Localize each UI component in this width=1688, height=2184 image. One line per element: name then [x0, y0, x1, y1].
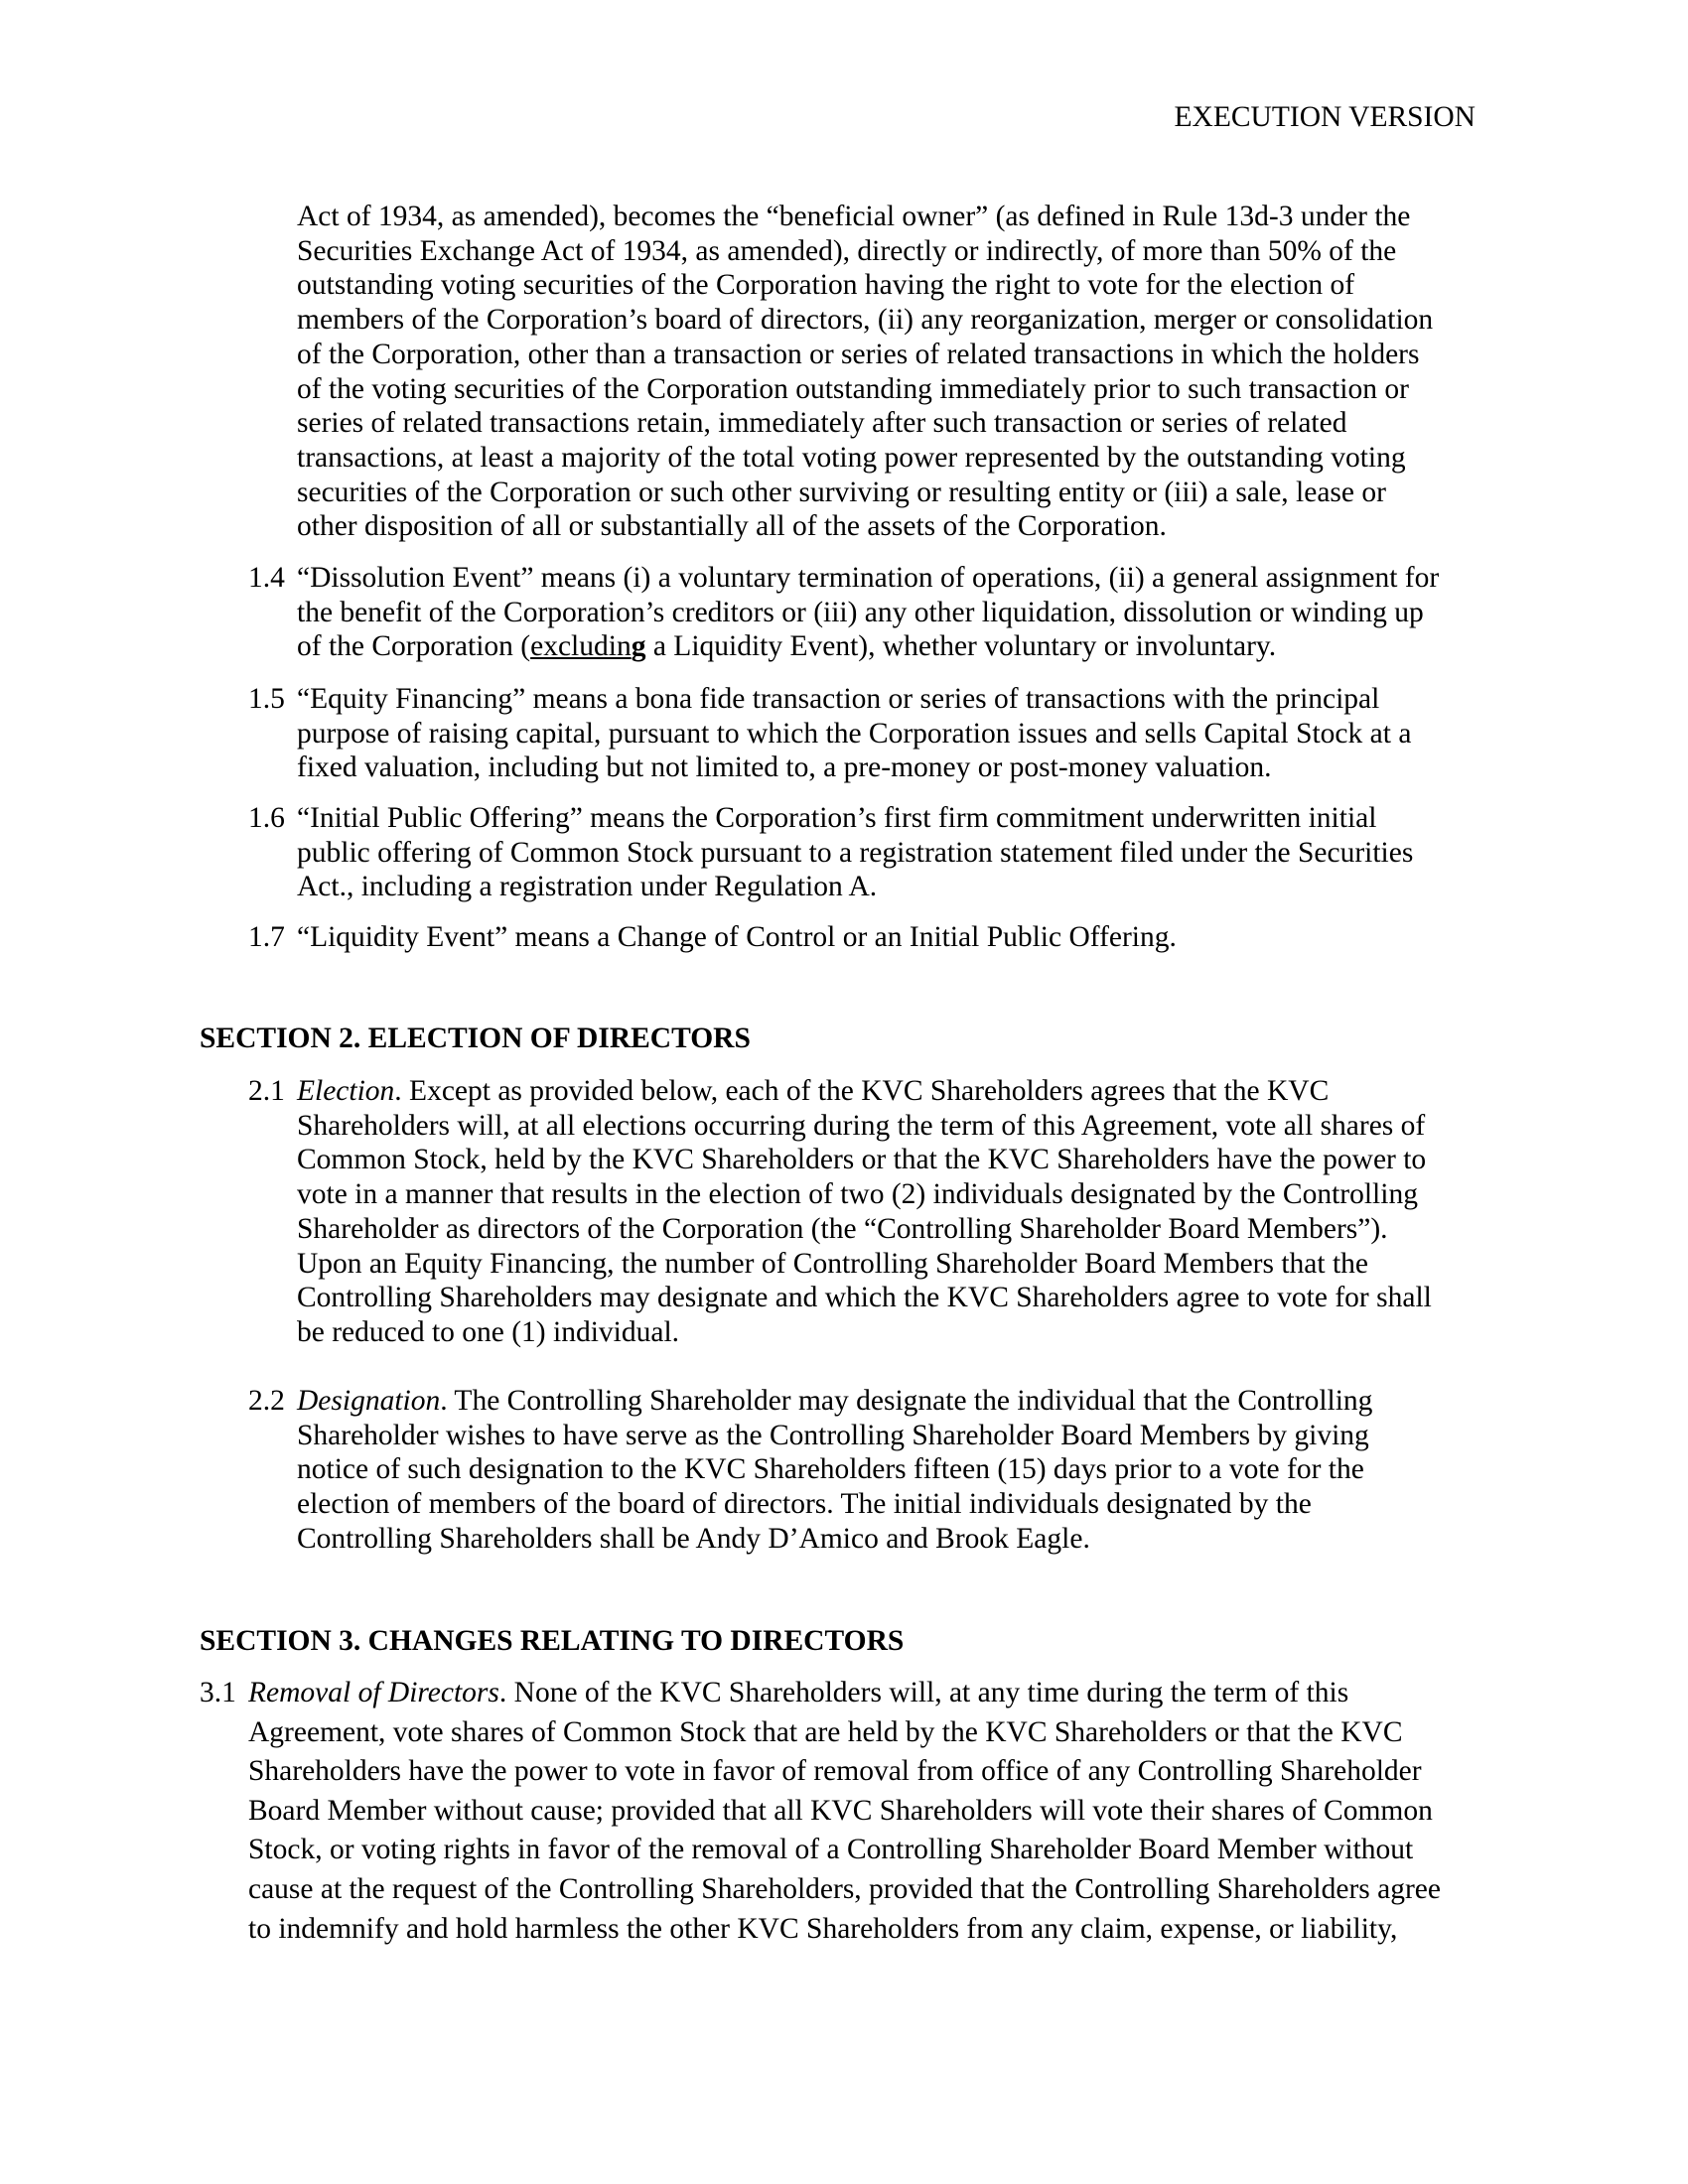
clause-2-1	[248, 1074, 1488, 1350]
text-line: “Initial Public Offering” means the Corporation’s first firm commitment underwritten initial	[297, 802, 1377, 834]
clause-number: 2.1	[248, 1075, 285, 1107]
clause-number: 1.4	[248, 562, 285, 594]
clause-number: 1.6	[248, 802, 285, 834]
text-line: Controlling Shareholders may designate and which the KVC Shareholders agree to vote for shall	[297, 1282, 1432, 1314]
text-segment: . Except as provided below, each of the KVC Shareholders agrees that the KVC	[394, 1075, 1330, 1107]
text-line: Shareholder as directors of the Corporation (the “Controlling Shareholder Board Members”).	[297, 1212, 1388, 1245]
clause-1-7	[248, 920, 1488, 955]
text-line: fixed valuation, including but not limited to, a pre-money or post-money valuation.	[297, 751, 1272, 784]
text-line: the benefit of the Corporation’s creditors or (iii) any other liquidation, dissolution or winding up	[297, 596, 1424, 628]
clause-title: Removal of Directors	[248, 1677, 499, 1708]
text-line: Board Member without cause; provided that all KVC Shareholders will vote their shares of Common	[248, 1794, 1433, 1827]
clause-number: 3.1	[200, 1677, 236, 1708]
text-line: Shareholder wishes to have serve as the Controlling Shareholder Board Members by giving	[297, 1419, 1369, 1451]
text-line: members of the Corporation’s board of directors, (ii) any reorganization, merger or consolidation	[297, 304, 1434, 337]
section-2-heading: SECTION 2. ELECTION OF DIRECTORS	[200, 1023, 751, 1054]
text-line: Shareholders will, at all elections occurring during the term of this Agreement, vote all shares of	[297, 1109, 1426, 1142]
text-line	[297, 1074, 1488, 1109]
text-line: outstanding voting securities of the Corporation having the right to vote for the election of	[297, 269, 1355, 302]
text-line: “Dissolution Event” means (i) a voluntary termination of operations, (ii) a general assignment for	[297, 562, 1440, 594]
text-line: series of related transactions retain, immediately after such transaction or series of related	[297, 407, 1347, 440]
text-line: “Liquidity Event” means a Change of Control or an Initial Public Offering.	[297, 921, 1177, 953]
intro-paragraph	[297, 200, 1488, 544]
clause-1-6	[248, 801, 1488, 904]
clause-number: 1.7	[248, 921, 285, 953]
clause-number: 1.5	[248, 683, 285, 715]
text-line: of the voting securities of the Corporation outstanding immediately prior to such transaction or	[297, 372, 1409, 405]
clause-1-4	[248, 561, 1488, 664]
clause-title: Election	[297, 1075, 395, 1107]
text-line: other disposition of all or substantially all of the assets of the Corporation.	[297, 510, 1167, 543]
bold-letter: g	[631, 630, 646, 663]
text-segment: of the Corporation (	[297, 630, 531, 663]
text-segment: . None of the KVC Shareholders will, at any time during the term of this	[498, 1677, 1349, 1708]
clause-2-2	[248, 1384, 1488, 1557]
text-line: “Equity Financing” means a bona fide transaction or series of transactions with the principal	[297, 683, 1380, 715]
text-line: be reduced to one (1) individual.	[297, 1315, 680, 1348]
text-line: of the Corporation, other than a transaction or series of related transactions in which the holders	[297, 338, 1420, 370]
text-line: Stock, or voting rights in favor of the removal of a Controlling Shareholder Board Member without	[248, 1834, 1414, 1866]
text-segment: . The Controlling Shareholder may designate the individual that the Controlling	[440, 1385, 1373, 1417]
text-line: Act of 1934, as amended), becomes the “beneficial owner” (as defined in Rule 13d-3 under the	[297, 201, 1411, 232]
text-line: cause at the request of the Controlling Shareholders, provided that the Controlling Shareholders agree	[248, 1872, 1441, 1905]
text-line: Shareholders have the power to vote in favor of removal from office of any Controlling Shareholder	[248, 1755, 1422, 1788]
text-line: securities of the Corporation or such other surviving or resulting entity or (iii) a sale, lease or	[297, 476, 1386, 508]
text-line: transactions, at least a majority of the total voting power represented by the outstanding voting	[297, 441, 1406, 474]
underlined-text: excludin	[530, 630, 632, 663]
underlined-term	[530, 630, 645, 662]
document-header: EXECUTION VERSION	[1174, 101, 1476, 133]
text-line	[248, 1674, 1440, 1713]
text-line: Agreement, vote shares of Common Stock that are held by the KVC Shareholders or that the KVC	[248, 1715, 1403, 1748]
text-segment: a Liquidity Event), whether voluntary or involuntary.	[645, 630, 1277, 663]
text-line: Upon an Equity Financing, the number of Controlling Shareholder Board Members that the	[297, 1247, 1368, 1280]
text-line: Securities Exchange Act of 1934, as amended), directly or indirectly, of more than 50% of the	[297, 234, 1397, 267]
text-line: Common Stock, held by the KVC Shareholders or that the KVC Shareholders have the power to	[297, 1144, 1427, 1176]
section-3-heading: SECTION 3. CHANGES RELATING TO DIRECTORS	[200, 1625, 905, 1657]
clause-3-1	[200, 1674, 1441, 1949]
text-line: public offering of Common Stock pursuant to a registration statement filed under the Securities	[297, 836, 1414, 869]
text-line: to indemnify and hold harmless the other KVC Shareholders from any claim, expense, or liability,	[248, 1912, 1398, 1945]
text-line	[297, 629, 1488, 664]
text-line: vote in a manner that results in the election of two (2) individuals designated by the Controlling	[297, 1178, 1418, 1211]
text-line: Act., including a registration under Regulation A.	[297, 871, 878, 903]
clause-1-5	[248, 682, 1488, 785]
text-line: purpose of raising capital, pursuant to which the Corporation issues and sells Capital Stock at a	[297, 717, 1412, 750]
text-line: Controlling Shareholders shall be Andy D’Amico and Brook Eagle.	[297, 1522, 1090, 1555]
text-line	[297, 1384, 1488, 1419]
clause-number: 2.2	[248, 1385, 285, 1417]
clause-title: Designation	[297, 1385, 441, 1417]
text-line: election of members of the board of directors. The initial individuals designated by the	[297, 1488, 1312, 1521]
text-line: notice of such designation to the KVC Shareholders fifteen (15) days prior to a vote for the	[297, 1453, 1364, 1486]
